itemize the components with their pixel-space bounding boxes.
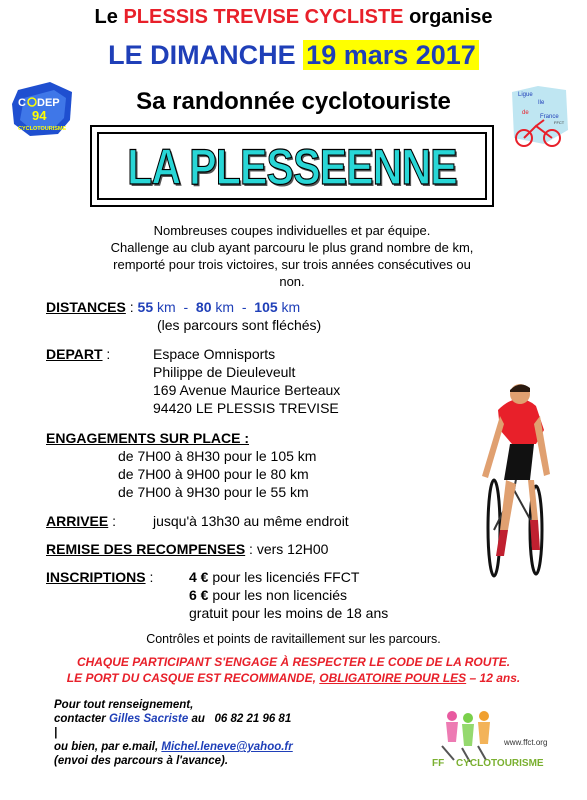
contact-prefix: ou bien, par e.mail, (54, 741, 159, 753)
codep-94-logo (10, 80, 76, 138)
time-line: de 7H00 à 9H00 pour le 80 km (118, 466, 309, 482)
address-line: 169 Avenue Maurice Berteaux (153, 382, 341, 398)
contact-email-link[interactable]: Michel.leneve@yahoo.fr (161, 741, 293, 753)
subtitle: Sa randonnée cyclotouriste (136, 88, 451, 115)
contact-prefix: contacter (54, 713, 106, 725)
contact-line: Pour tout renseignement, (54, 699, 194, 711)
time-line: de 7H00 à 9H30 pour le 55 km (118, 484, 309, 500)
event-title: LA PLESSEENNE (127, 139, 457, 195)
separator: : (112, 513, 117, 529)
unit: km (157, 299, 176, 315)
codep-text: DEP (37, 97, 60, 109)
distance-105: 105 (254, 299, 278, 315)
warning-suffix: – 12 ans. (469, 671, 521, 685)
intro-line: Challenge au club ayant parcouru le plus grand nombre de km, (110, 240, 474, 255)
club-name: PLESSIS TREVISE CYCLISTE (123, 6, 404, 28)
ffct-url: www.ffct.org (504, 738, 548, 747)
warning-prefix: LE PORT DU CASQUE EST RECOMMANDE, (66, 671, 316, 685)
contact-name: Gilles Sacriste (108, 713, 189, 725)
header-suffix: organise (409, 6, 493, 28)
distances-label: DISTANCES (46, 299, 126, 315)
engagements-label: ENGAGEMENTS SUR PLACE : (46, 430, 250, 446)
price-desc: pour les licenciés FFCT (212, 569, 360, 585)
controles-text: Contrôles et points de ravitaillement sur les parcours. (146, 632, 441, 646)
intro-line: non. (279, 274, 305, 289)
contact-line: (envoi des parcours à l'avance). (54, 755, 229, 767)
address-line: Espace Omnisports (153, 346, 276, 362)
separator: : (129, 299, 134, 315)
cyclist-illustration (474, 380, 558, 580)
depart-address (153, 345, 340, 417)
contact-phone: 06 82 21 96 81 (214, 713, 292, 725)
inscriptions-row (46, 568, 153, 586)
price-non-licencies: 6 € (189, 587, 209, 603)
ligue-word3: de (522, 110, 529, 116)
ffct-cyclo: CYCLOTOURISME (456, 758, 544, 769)
codep-letter-c: C (18, 97, 26, 109)
ffct-ff: FF (432, 758, 445, 769)
engagements-times (118, 447, 316, 501)
intro-text (60, 222, 524, 290)
arrivee-text: jusqu'à 13h30 au même endroit (153, 513, 349, 529)
codep-number: 94 (32, 108, 47, 123)
intro-line: remporté pour trois victoires, sur trois années consécutives ou (113, 257, 471, 272)
price-licencies: 4 € (189, 569, 209, 585)
warning-line1: CHAQUE PARTICIPANT S'ENGAGE À RESPECTER LE CODE DE LA ROUTE. (76, 655, 511, 669)
warning-line2 (0, 671, 587, 685)
address-line: 94420 LE PLESSIS TREVISE (153, 400, 339, 416)
depart-label: DEPART (46, 346, 103, 362)
header-line1 (0, 6, 587, 29)
ligue-ile-de-france-logo (508, 84, 570, 150)
time-line: de 7H00 à 8H30 pour le 105 km (118, 448, 317, 464)
arrivee-row (46, 512, 116, 530)
unit: km (281, 299, 301, 315)
inscriptions-prices (189, 568, 388, 622)
separator: : (106, 346, 111, 362)
contact-mid: au (191, 713, 205, 725)
recompenses-text: : vers 12H00 (249, 541, 329, 557)
ligue-word2: Ile (538, 100, 545, 106)
warning-underlined: OBLIGATOIRE POUR LES (319, 671, 467, 685)
date-prefix: LE DIMANCHE (108, 40, 296, 70)
contact-block (54, 698, 293, 768)
price-desc: pour les non licenciés (212, 587, 347, 603)
distance-80: 80 (195, 299, 212, 315)
ffct-logo (432, 706, 562, 776)
arrivee-label: ARRIVEE (46, 513, 109, 529)
distances-row (46, 298, 300, 316)
intro-line: Nombreuses coupes individuelles et par équipe. (153, 223, 431, 238)
price-free: gratuit pour les moins de 18 ans (189, 605, 389, 621)
ffct-cyclists-icon (432, 706, 502, 762)
ligue-word1: Ligue (518, 92, 533, 98)
depart-label-row (46, 345, 110, 363)
inscriptions-label: INSCRIPTIONS (46, 569, 146, 585)
recompenses-label: REMISE DES RECOMPENSES (46, 541, 246, 557)
codep-sub: CYCLOTOURISME (18, 126, 67, 132)
ligue-word4: France (540, 114, 559, 120)
ligue-word5: FFCT (554, 120, 565, 125)
distance-55: 55 (137, 299, 154, 315)
unit: km (215, 299, 235, 315)
header-prefix: Le (94, 6, 118, 28)
dash: - (241, 299, 247, 315)
distances-note: (les parcours sont fléchés) (157, 317, 322, 333)
header-line2 (0, 40, 587, 71)
recompenses-row (46, 540, 328, 558)
separator: : (149, 569, 154, 585)
event-date: 19 mars 2017 (303, 40, 479, 70)
dash: - (183, 299, 189, 315)
address-line: Philippe de Dieuleveult (153, 364, 296, 380)
contact-bar: | (54, 727, 58, 739)
